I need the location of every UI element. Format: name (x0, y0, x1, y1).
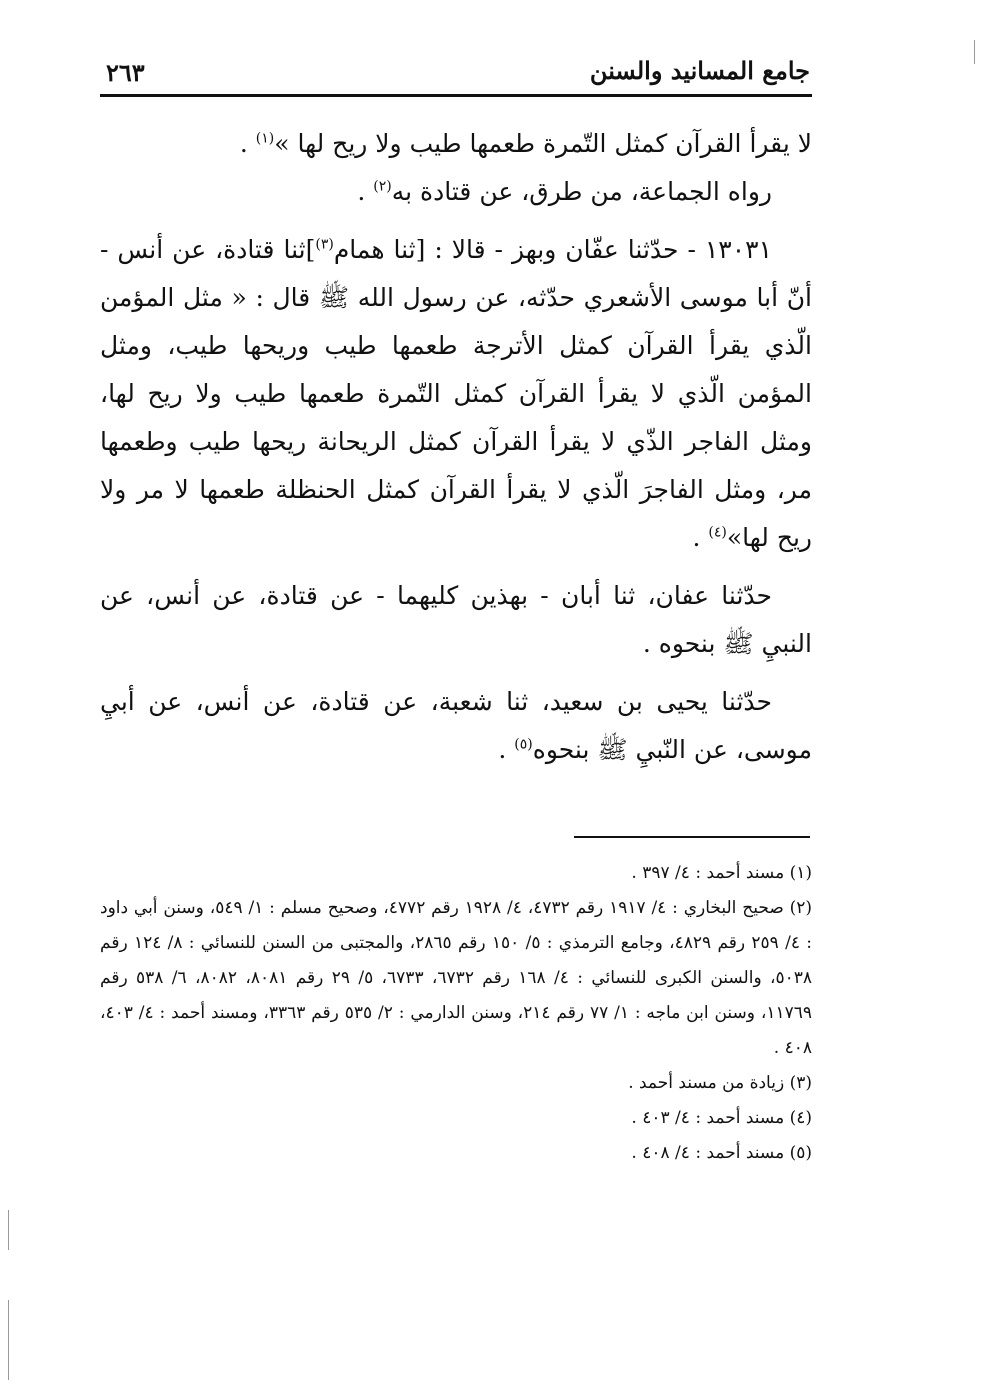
footnote-3: (٣) زيادة من مسند أحمد . (628, 1073, 812, 1093)
footnote-ref-4: (٤) (708, 524, 727, 541)
paragraph-2: رواه الجماعة، من طرق، عن قتادة به$^{(٢)}$ . (357, 177, 772, 206)
header-rule (100, 94, 812, 97)
footnote-1: (١) مسند أحمد : ٤/ ٣٩٧ . (631, 863, 812, 883)
footnote-ref-1: (١) (255, 130, 275, 147)
footnotes (100, 856, 812, 1171)
paragraph-1: لا يقرأ القرآن كمثل التّمرة طعمها طيب ولا ريح لها »$^{(١)}$ . (239, 129, 812, 158)
paragraph-4: حدّثنا عفان، ثنا أبان - بهذين كليهما - عن قتادة، عن أنس، عن النبيِ ﷺ بنحوه . (100, 581, 812, 658)
scan-edge-mark (8, 1210, 9, 1250)
footnote-rule (574, 836, 810, 838)
page-number: ٢٦٣ (106, 58, 145, 87)
scan-edge-mark (974, 40, 975, 64)
scan-edge-mark (8, 1300, 9, 1380)
footnote-ref-3: (٣) (315, 236, 334, 253)
footnote-ref-2: (٢) (373, 178, 392, 195)
main-text (100, 120, 812, 774)
footnote-4: (٤) مسند أحمد : ٤/ ٤٠٣ . (631, 1108, 812, 1128)
page-header (100, 52, 810, 92)
paragraph-5: حدّثنا يحيى بن سعيد، ثنا شعبة، عن قتادة، عن أنس، عن أبيِ موسى، عن النّبيِ ﷺ بنحوه$^{(٥)}$ . (100, 687, 812, 764)
hadith-13031: ١٣٠٣١ - حدّثنا عفّان وبهز - قالا : [ثنا همام$^{(٣)}$]ثنا قتادة، عن أنس - أنّ أبا موسى الأشعري حدّثه، عن رسول الله ﷺ قال : « مثل المؤمن الّذي يقرأ القرآن كمثل الأترجة طعمها طيب وريحها طيب، ومثل المؤمن الّذي لا يقرأ القرآن كمثل التّمرة طعمها طيب ولا ريح لها، ومثل الفاجر الذّي لا يقرأ القرآن كمثل الريحانة ريحها طيب وطعمها مر، ومثل الفاجرَ الّذي لا يقرأ القرآن كمثل الحنظلة طعمها لا مر ولا ريح لها»$^{(٤)}$ . (100, 235, 812, 552)
running-title: جامع المسانيد والسنن (589, 56, 810, 85)
footnote-ref-5: (٥) (514, 736, 533, 753)
footnote-2: (٢) صحيح البخاري : ٤/ ١٩١٧ رقم ٤٧٣٢، ٤/ ١٩٢٨ رقم ٤٧٧٢، وصحيح مسلم : ١/ ٥٤٩، وسنن أبي داود : ٤/ ٢٥٩ رقم ٤٨٢٩، وجامع الترمذي : ٥/ ١٥٠ رقم ٢٨٦٥، والمجتبى من السنن للنسائي : ٨/ ١٢٤ رقم ٥٠٣٨، والسنن الكبرى للنسائي : ٤/ ١٦٨ رقم ٦٧٣٢، ٦٧٣٣، ٥/ ٢٩ رقم ٨٠٨١، ٨٠٨٢، ٦/ ٥٣٨ رقم ١١٧٦٩، وسنن ابن ماجه : ١/ ٧٧ رقم ٢١٤، وسنن الدارمي : ٢/ ٥٣٥ رقم ٣٣٦٣، ومسند أحمد : ٤/ ٤٠٣، ٤٠٨ . (100, 898, 813, 1058)
footnote-5: (٥) مسند أحمد : ٤/ ٤٠٨ . (631, 1143, 812, 1163)
